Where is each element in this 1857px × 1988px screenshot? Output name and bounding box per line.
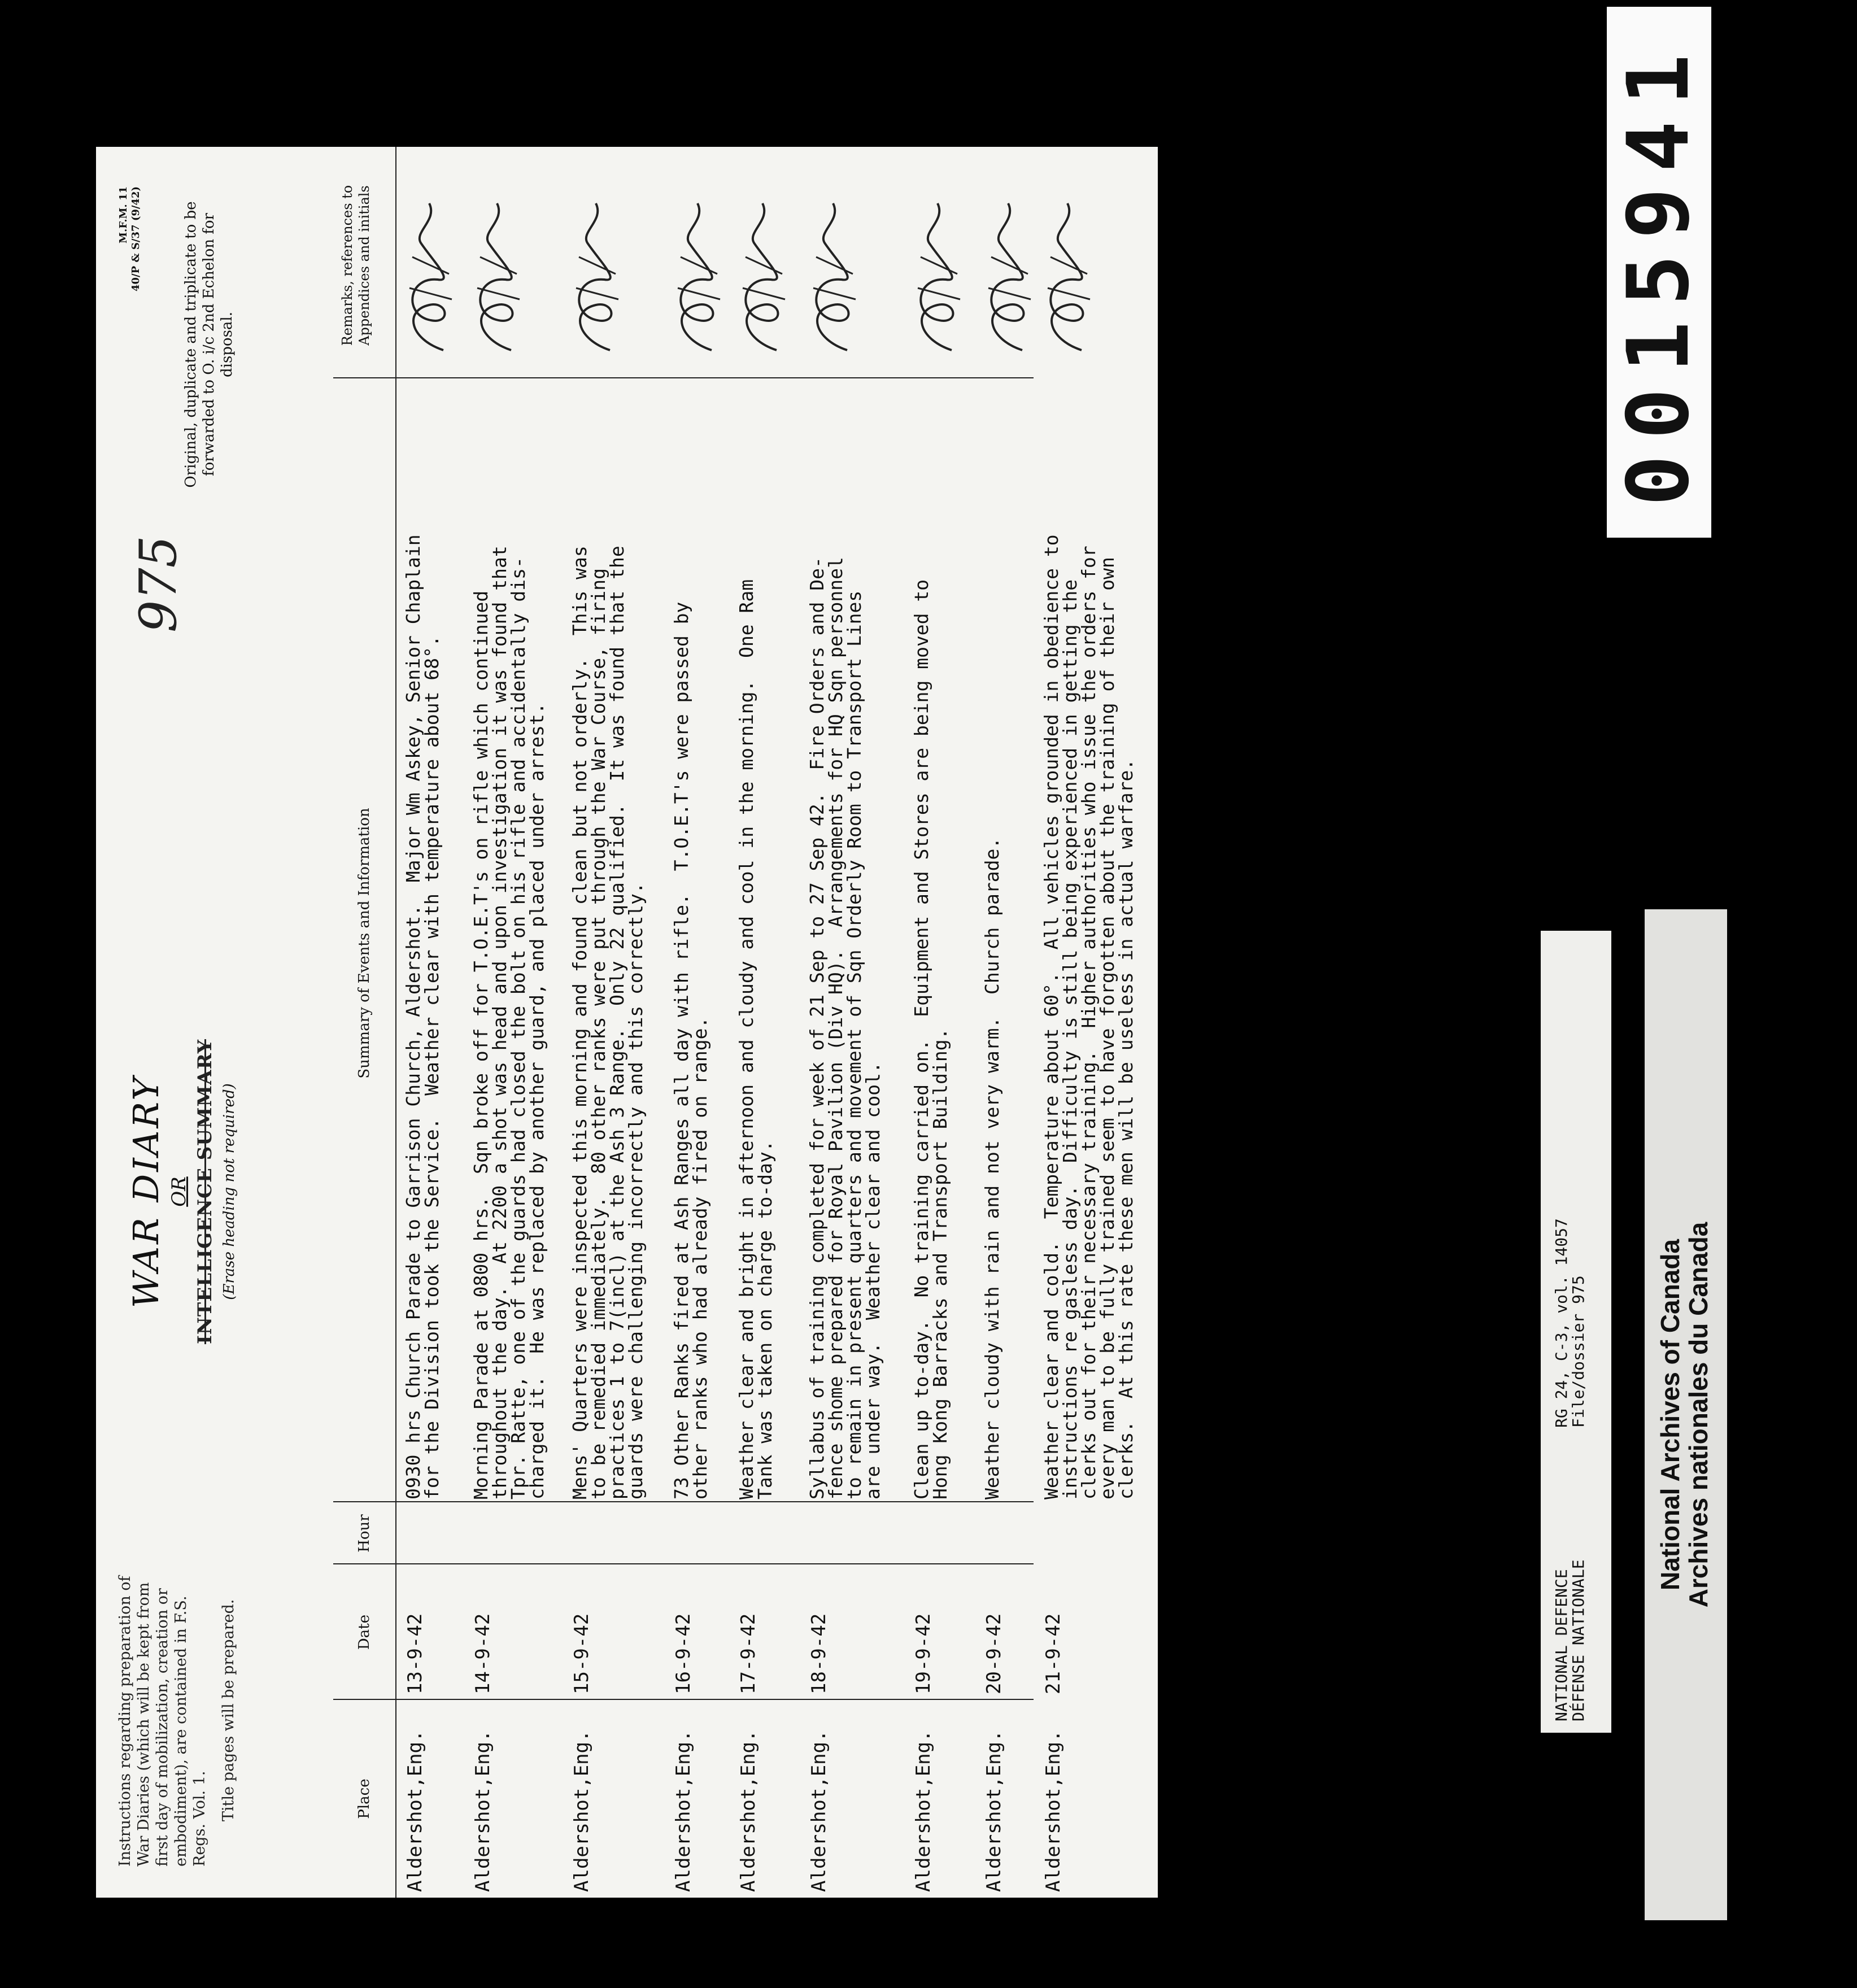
entry-place: Aldershot,Eng. xyxy=(404,1730,426,1892)
file-ref: File/dossier 975 xyxy=(1569,1275,1588,1428)
form-info-block xyxy=(117,186,236,503)
col-place: Place xyxy=(356,1778,373,1819)
record-group xyxy=(1553,1134,1587,1428)
entry-date: 19-9-42 xyxy=(912,1613,935,1694)
department-fr: DÉFENSE NATIONALE xyxy=(1569,1559,1588,1721)
entry-date: 17-9-42 xyxy=(737,1613,760,1694)
entry-summary: Mens' Quarters were inspected this morning and found clean but not orderly. This was to be remedied immediately. 80 other ranks were put through the War Course, firing practices 1 to 7(incl) at the Ash 3 Range. Only 22 qualified. It was found that the guards were challenging incorrectly and this correctly. xyxy=(569,546,647,1499)
entry-initials-signature xyxy=(666,181,729,373)
entry-summary: Weather cloudy with rain and not very warm. Church parade. xyxy=(981,837,1003,1499)
diary-title-block xyxy=(125,938,238,1446)
form-ref: 40/P & S/37 (9/42) xyxy=(130,186,142,292)
entry-place: Aldershot,Eng. xyxy=(983,1730,1005,1892)
entry-summary: Weather clear and bright in afternoon and cloudy and cool in the morning. One Ram Tank was taken on charge to-day. xyxy=(735,579,776,1499)
entry-summary: 73 Other Ranks fired at Ash Ranges all day with rifle. T.O.E.T's were passed by other ranks who had already fired on range. xyxy=(670,601,711,1499)
entry-initials-signature xyxy=(398,181,460,373)
entry-summary: Morning Parade at 0800 hrs. Sqn broke off for T.O.E.T's on rifle which continued throughout the day. At 2200 a shot was head and upon investigation it was found that Tpr. Ratte, one of the guards had closed the bolt on his rifle and accidentally dis- charged it. He was replaced by another guard, and placed under arrest. xyxy=(470,546,548,1499)
entry-summary: 0930 hrs Church Parade to Garrison Church, Aldershot. Major Wm Askey, Senior Chaplain for the Division took the Service. Weather clear with temperature about 68°. xyxy=(402,534,443,1499)
disposal-note: Original, duplicate and triplicate to be forwarded to O. i/c 2nd Echelon for disposal. xyxy=(182,201,236,488)
entry-date: 15-9-42 xyxy=(570,1613,593,1694)
entry-place: Aldershot,Eng. xyxy=(472,1730,494,1892)
entry-summary: Weather clear and cold. Temperature about 60°. All vehicles grounded in obedience to instructions re gasless day. Difficulty is still being experienced in getting the clerks out for their necessary training. Higher authorities who issue the orders for every man to be fully trained seem to have forgotten about the training of their own clerks. At this rate these men will be useless in actual warfare. xyxy=(1040,534,1137,1499)
entry-initials-signature xyxy=(1036,181,1098,373)
archives-name-fr: Archives nationales du Canada xyxy=(1684,1222,1713,1608)
col-hour: Hour xyxy=(356,1514,373,1553)
header-rule xyxy=(395,147,396,1898)
diary-title: WAR DIARY xyxy=(125,1075,167,1309)
entry-date: 16-9-42 xyxy=(672,1613,695,1694)
frame-number: 0015941 xyxy=(1610,38,1708,507)
entry-initials-signature xyxy=(466,181,528,373)
col-summary: Summary of Events and Information xyxy=(356,808,373,1079)
archives-name-en: National Archives of Canada xyxy=(1655,1239,1685,1591)
entry-date: 14-9-42 xyxy=(472,1613,494,1694)
entry-initials-signature xyxy=(731,181,794,373)
entry-place: Aldershot,Eng. xyxy=(672,1730,695,1892)
war-diary-page xyxy=(96,147,1158,1898)
erased-heading: INTELLIGENCE SUMMARY xyxy=(194,1039,216,1345)
diary-table xyxy=(333,147,1158,1898)
record-group-ref: RG 24, C-3, vol. 14057 xyxy=(1552,1218,1571,1428)
frame-number-label xyxy=(1607,7,1711,538)
entry-summary: Clean up to-day. No training carried on. Equipment and Stores are being moved to Hong Kong Barracks and Transport Building. xyxy=(910,579,951,1499)
entry-place: Aldershot,Eng. xyxy=(808,1730,830,1892)
department-names xyxy=(1553,1541,1587,1721)
col-divider xyxy=(333,377,1034,378)
title-or: OR xyxy=(168,1176,190,1207)
form-code: M.F.M. 11 xyxy=(117,186,129,243)
handwritten-number: 975 xyxy=(129,535,188,633)
entry-date: 20-9-42 xyxy=(983,1613,1005,1694)
entry-place: Aldershot,Eng. xyxy=(737,1730,760,1892)
entry-place: Aldershot,Eng. xyxy=(912,1730,935,1892)
archives-label xyxy=(1645,909,1727,1920)
entry-initials-signature xyxy=(977,181,1039,373)
entry-date: 21-9-42 xyxy=(1042,1613,1065,1694)
entry-summary: Syllabus of training completed for week of 21 Sep to 27 Sep 42. Fire Orders and De- fence shome prepared for Royal Pavilion (Div HQ). Arrangements for HQ Sqn personnel to remain in present quarters and movement of Sqn Orderly Room to Transport Lines are under way. Weather clear and cool. xyxy=(806,557,884,1499)
title-pages-note: Title pages will be prepared. xyxy=(220,1599,237,1821)
entry-date: 13-9-42 xyxy=(404,1613,426,1694)
archive-reference-label xyxy=(1541,931,1611,1733)
col-remarks: Remarks, references to Appendices and initials xyxy=(339,185,372,346)
erase-note: (Erase heading not required) xyxy=(221,1083,238,1300)
entry-initials-signature xyxy=(906,181,969,373)
entry-date: 18-9-42 xyxy=(808,1613,830,1694)
entry-place: Aldershot,Eng. xyxy=(570,1730,593,1892)
col-date: Date xyxy=(356,1614,373,1650)
col-divider xyxy=(333,1501,1034,1502)
instructions-block xyxy=(116,1550,238,1867)
entry-initials-signature xyxy=(802,181,864,373)
entry-initials-signature xyxy=(565,181,627,373)
instructions-text: Instructions regarding preparation of War Diaries (which will be kept from first day of mobilization, creation or embodiment), are contained in F.S. Regs. Vol. 1. xyxy=(116,1576,208,1867)
department-en: NATIONAL DEFENCE xyxy=(1552,1569,1571,1721)
entry-place: Aldershot,Eng. xyxy=(1042,1730,1065,1892)
